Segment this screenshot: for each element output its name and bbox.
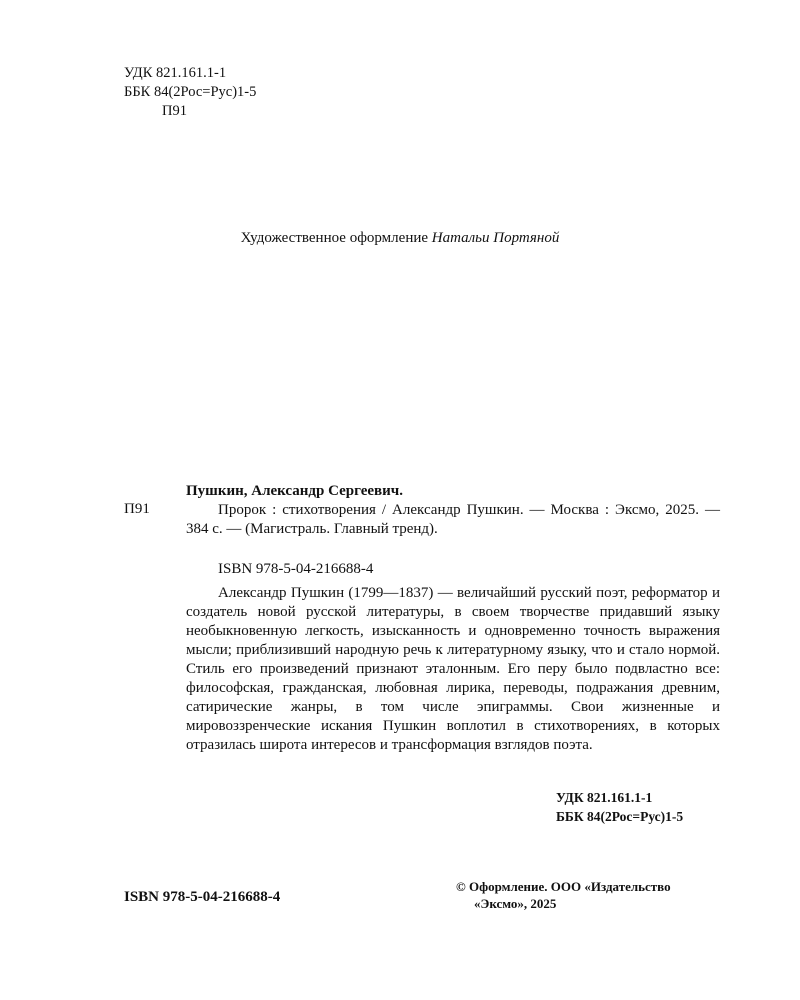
record-annotation: Александр Пушкин (1799—1837) — величайший русский поэт, реформатор и создатель новой русской литературы, в своем творчестве придавший языку необыкновенную легкость, изысканность и одновременно точность выражения мысли; приблизивший народную речь к литературному языку, что и стало нормой. Стиль его произведений признают эталонным. Его перу было подвластно все: философская, гражданская, любовная лирика, переводы, подражания древним, сатирические жанры, в том числе эпиграммы. Свои жизненные и мировоззренческие искания Пушкин воплотил в стихотворениях, в которых отразилась широта интересов и трансформация взглядов поэта. (186, 585, 720, 753)
bbk-code-bottom: ББК 84(2Рос=Рус)1-5 (556, 809, 684, 824)
record-description: Пророк : стихотворения / Александр Пушкин. — Москва : Эксмо, 2025. — 384 с. — (Магистраль. Главный тренд). (186, 502, 720, 537)
design-credit (0, 230, 800, 247)
classification-codes-top (124, 64, 256, 121)
record-author: Пушкин, Александр Сергеевич. (186, 483, 403, 499)
copyright-line-2: «Эксмо», 2025 (474, 896, 557, 911)
classification-codes-bottom (556, 788, 683, 826)
record-author-mark: П91 (124, 501, 150, 517)
copyright-notice (456, 878, 726, 912)
udk-code-bottom: УДК 821.161.1-1 (556, 790, 653, 805)
footer-isbn: ISBN 978-5-04-216688-4 (124, 889, 281, 905)
record-isbn: ISBN 978-5-04-216688-4 (218, 561, 374, 577)
udk-code: УДК 821.161.1-1 (124, 65, 227, 81)
copyright-line-1: © Оформление. ООО «Издательство (456, 879, 671, 894)
author-mark: П91 (162, 103, 187, 119)
design-credit-label: Художественное оформление (240, 230, 432, 246)
designer-name: Натальи Портяной (431, 230, 560, 246)
bbk-code: ББК 84(2Рос=Рус)1-5 (124, 84, 257, 100)
